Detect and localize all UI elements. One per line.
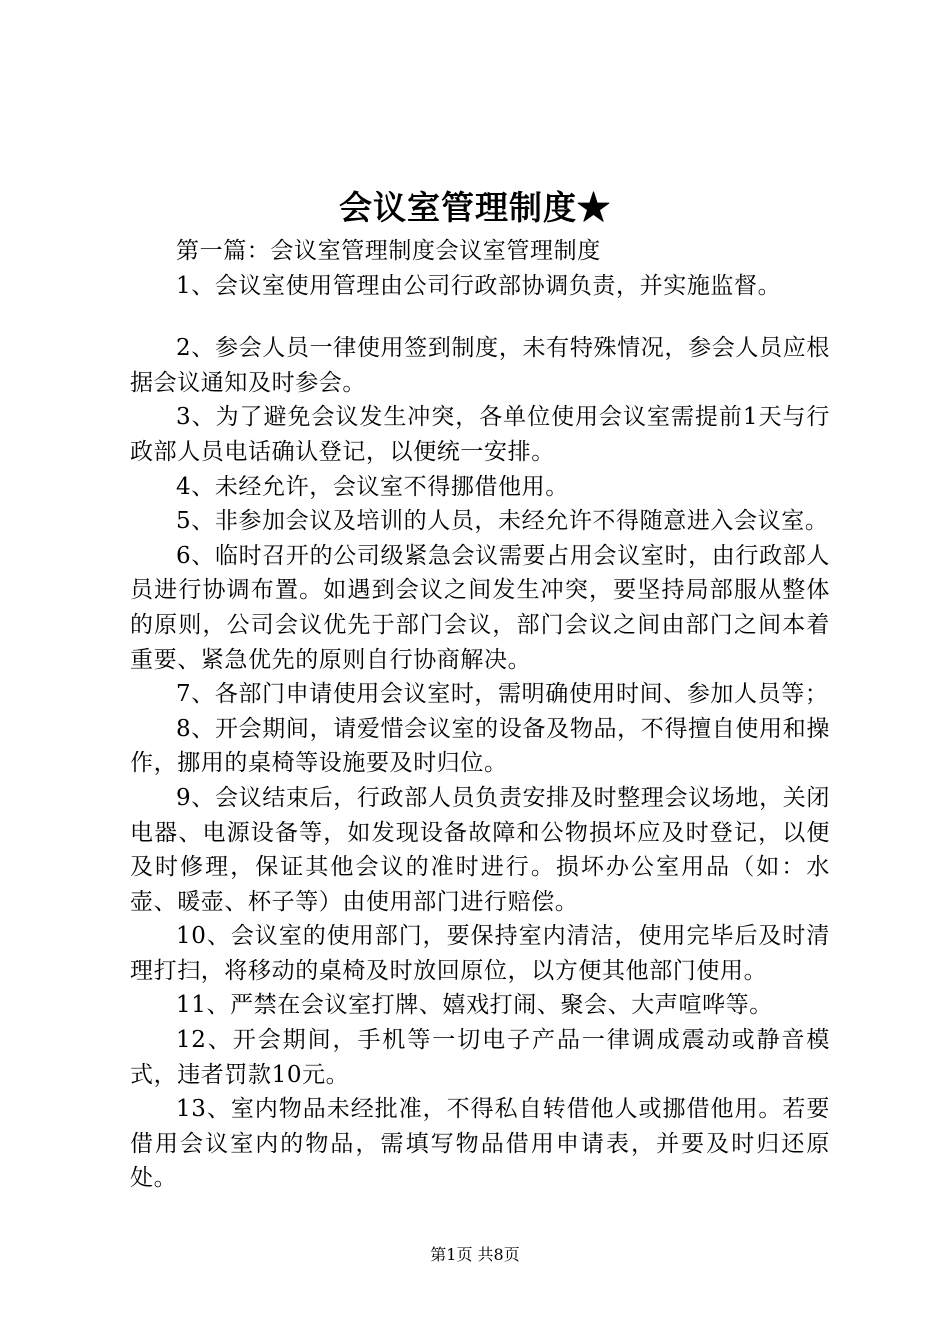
page-number-footer: 第1页 共8页 [430, 1245, 520, 1264]
section-heading: 第一篇：会议室管理制度会议室管理制度 [176, 238, 601, 264]
rule-paragraph-10: 10、会议室的使用部门，要保持室内清洁，使用完毕后及时清理打扫，将移动的桌椅及时放回原位，以方便其他部门使用。 [130, 923, 830, 984]
document-body [130, 234, 830, 1196]
rule-paragraph-3: 3、为了避免会议发生冲突，各单位使用会议室需提前1天与行政部人员电话确认登记，以便统一安排。 [130, 404, 830, 465]
rule-paragraph-7: 7、各部门申请使用会议室时，需明确使用时间、参加人员等； [176, 681, 829, 708]
rule-paragraph-11: 11、严禁在会议室打牌、嬉戏打闹、聚会、大声喧哗等。 [176, 992, 773, 1019]
document-title: 会议室管理制度★ [339, 188, 611, 227]
rule-paragraph-13: 13、室内物品未经批准，不得私自转借他人或挪借他用。若要借用会议室内的物品，需填写物品借用申请表，并要及时归还原处。 [130, 1096, 830, 1192]
rule-paragraph-9: 9、会议结束后，行政部人员负责安排及时整理会议场地，关闭电器、电源设备等，如发现设备故障和公物损坏应及时登记，以便及时修理，保证其他会议的准时进行。损坏办公室用品（如：水壶、暖壶、杯子等）由使用部门进行赔偿。 [130, 784, 830, 915]
rule-paragraph-2: 2、参会人员一律使用签到制度，未有特殊情况，参会人员应根据会议通知及时参会。 [130, 335, 830, 396]
rule-paragraph-8: 8、开会期间，请爱惜会议室的设备及物品，不得擅自使用和操作，挪用的桌椅等设施要及时归位。 [130, 715, 830, 777]
rule-paragraph-5: 5、非参加会议及培训的人员，未经允许不得随意进入会议室。 [176, 508, 829, 535]
rule-paragraph-12: 12、开会期间，手机等一切电子产品一律调成震动或静音模式，违者罚款10元。 [130, 1027, 830, 1088]
rule-paragraph-6: 6、临时召开的公司级紧急会议需要占用会议室时，由行政部人员进行协调布置。如遇到会议之间发生冲突，要坚持局部服从整体的原则，公司会议优先于部门会议，部门会议之间由部门之间本着重要、紧急优先的原则自行协商解决。 [130, 542, 830, 673]
rule-paragraph-4: 4、未经允许，会议室不得挪借他用。 [176, 473, 569, 500]
rule-paragraph-1: 1、会议室使用管理由公司行政部协调负责，并实施监督。 [176, 272, 782, 299]
